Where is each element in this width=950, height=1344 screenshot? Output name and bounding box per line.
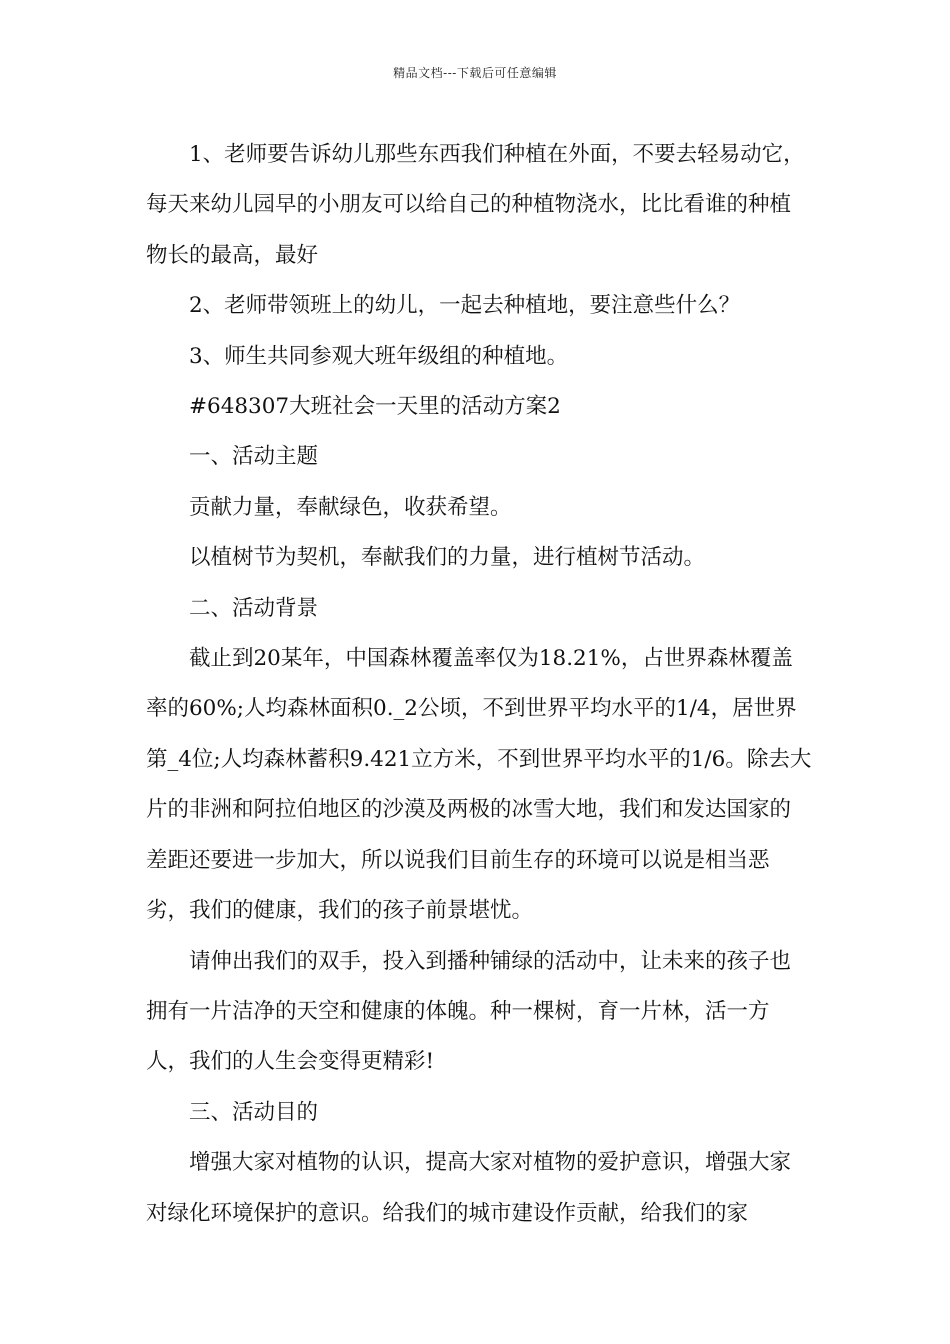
heading-activity-theme: 一、活动主题 xyxy=(189,444,319,470)
paragraph-theme-description: 以植树节为契机，奉献我们的力量，进行植树节活动。 xyxy=(189,545,706,571)
heading-activity-purpose: 三、活动目的 xyxy=(189,1099,319,1125)
paragraph-step-2: 2、老师带领班上的幼儿，一起去种植地，要注意些什么？ xyxy=(189,293,741,319)
paragraph-theme-slogan: 贡献力量，奉献绿色，收获希望。 xyxy=(189,494,512,520)
page-header: 精品文档---下载后可任意编辑 xyxy=(393,66,557,80)
paragraph-background-call: 请伸出我们的双手，投入到播种铺绿的活动中，让未来的孩子也拥有一片洁净的天空和健康的体魄。种一棵树，育一片林，活一方人，我们的人生会变得更精彩! xyxy=(146,948,792,1075)
paragraph-step-3: 3、师生共同参观大班年级组的种植地。 xyxy=(189,343,569,369)
document-body xyxy=(146,130,812,1239)
paragraph-step-1: 1、老师要告诉幼儿那些东西我们种植在外面，不要去轻易动它，每天来幼儿园早的小朋友可以给自己的种植物浇水，比比看谁的种植物长的最高，最好 xyxy=(146,142,805,268)
section-title: #648307大班社会一天里的活动方案2 xyxy=(189,394,561,420)
paragraph-background-stats: 截止到20某年，中国森林覆盖率仅为18.21%，占世界森林覆盖率的60%;人均森林面积0._2公顷，不到世界平均水平的1/4，居世界第_4位;人均森林蓄积9.421立方米，不到世界平均水平的1/6。除去大片的非洲和阿拉伯地区的沙漠及两极的冰雪大地，我们和发达国家的差距还要进一步加大，所以说我们目前生存的环境可以说是相当恶劣，我们的健康，我们的孩子前景堪忧。 xyxy=(146,646,812,924)
heading-activity-background: 二、活动背景 xyxy=(189,595,319,621)
paragraph-purpose: 增强大家对植物的认识，提高大家对植物的爱护意识，增强大家对绿化环境保护的意识。给我们的城市建设作贡献，给我们的家 xyxy=(146,1150,792,1226)
